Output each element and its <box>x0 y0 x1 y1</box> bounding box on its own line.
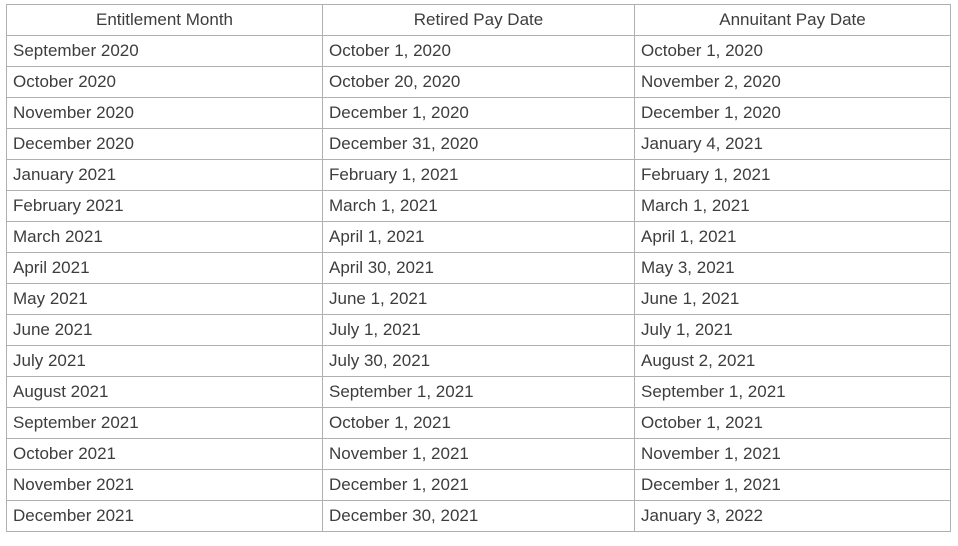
cell-retired-pay-date: October 1, 2020 <box>323 36 635 67</box>
table-row <box>7 284 951 315</box>
table-header-row <box>7 5 951 36</box>
cell-entitlement-month: January 2021 <box>7 160 323 191</box>
table-row <box>7 67 951 98</box>
table-header <box>7 5 951 36</box>
table-row <box>7 439 951 470</box>
cell-retired-pay-date: March 1, 2021 <box>323 191 635 222</box>
table-row <box>7 346 951 377</box>
table-row <box>7 36 951 67</box>
table-row <box>7 315 951 346</box>
cell-annuitant-pay-date: January 3, 2022 <box>635 501 951 532</box>
cell-retired-pay-date: April 30, 2021 <box>323 253 635 284</box>
cell-entitlement-month: November 2020 <box>7 98 323 129</box>
cell-annuitant-pay-date: January 4, 2021 <box>635 129 951 160</box>
cell-retired-pay-date: July 1, 2021 <box>323 315 635 346</box>
cell-entitlement-month: December 2021 <box>7 501 323 532</box>
cell-retired-pay-date: December 1, 2021 <box>323 470 635 501</box>
cell-annuitant-pay-date: October 1, 2021 <box>635 408 951 439</box>
cell-retired-pay-date: July 30, 2021 <box>323 346 635 377</box>
column-header-retired-pay-date: Retired Pay Date <box>323 5 635 36</box>
table-row <box>7 129 951 160</box>
cell-retired-pay-date: February 1, 2021 <box>323 160 635 191</box>
cell-annuitant-pay-date: May 3, 2021 <box>635 253 951 284</box>
cell-entitlement-month: September 2021 <box>7 408 323 439</box>
table-row <box>7 501 951 532</box>
cell-entitlement-month: October 2021 <box>7 439 323 470</box>
cell-annuitant-pay-date: October 1, 2020 <box>635 36 951 67</box>
cell-retired-pay-date: October 20, 2020 <box>323 67 635 98</box>
table-row <box>7 222 951 253</box>
cell-entitlement-month: November 2021 <box>7 470 323 501</box>
table-row <box>7 160 951 191</box>
column-header-entitlement-month: Entitlement Month <box>7 5 323 36</box>
cell-retired-pay-date: December 30, 2021 <box>323 501 635 532</box>
table-body <box>7 36 951 532</box>
cell-entitlement-month: March 2021 <box>7 222 323 253</box>
cell-annuitant-pay-date: September 1, 2021 <box>635 377 951 408</box>
table-row <box>7 98 951 129</box>
cell-annuitant-pay-date: November 1, 2021 <box>635 439 951 470</box>
cell-retired-pay-date: September 1, 2021 <box>323 377 635 408</box>
cell-entitlement-month: June 2021 <box>7 315 323 346</box>
cell-retired-pay-date: April 1, 2021 <box>323 222 635 253</box>
cell-entitlement-month: August 2021 <box>7 377 323 408</box>
cell-retired-pay-date: November 1, 2021 <box>323 439 635 470</box>
column-header-annuitant-pay-date: Annuitant Pay Date <box>635 5 951 36</box>
cell-retired-pay-date: June 1, 2021 <box>323 284 635 315</box>
cell-annuitant-pay-date: April 1, 2021 <box>635 222 951 253</box>
cell-annuitant-pay-date: February 1, 2021 <box>635 160 951 191</box>
cell-annuitant-pay-date: August 2, 2021 <box>635 346 951 377</box>
cell-retired-pay-date: December 1, 2020 <box>323 98 635 129</box>
cell-entitlement-month: October 2020 <box>7 67 323 98</box>
table-row <box>7 191 951 222</box>
cell-annuitant-pay-date: July 1, 2021 <box>635 315 951 346</box>
cell-entitlement-month: February 2021 <box>7 191 323 222</box>
cell-annuitant-pay-date: March 1, 2021 <box>635 191 951 222</box>
table-row <box>7 470 951 501</box>
table-row <box>7 377 951 408</box>
cell-annuitant-pay-date: November 2, 2020 <box>635 67 951 98</box>
cell-retired-pay-date: December 31, 2020 <box>323 129 635 160</box>
cell-annuitant-pay-date: December 1, 2020 <box>635 98 951 129</box>
cell-entitlement-month: May 2021 <box>7 284 323 315</box>
pay-schedule-table <box>6 4 951 532</box>
cell-retired-pay-date: October 1, 2021 <box>323 408 635 439</box>
table-row <box>7 408 951 439</box>
table-row <box>7 253 951 284</box>
cell-entitlement-month: April 2021 <box>7 253 323 284</box>
cell-entitlement-month: July 2021 <box>7 346 323 377</box>
cell-annuitant-pay-date: December 1, 2021 <box>635 470 951 501</box>
cell-annuitant-pay-date: June 1, 2021 <box>635 284 951 315</box>
cell-entitlement-month: September 2020 <box>7 36 323 67</box>
cell-entitlement-month: December 2020 <box>7 129 323 160</box>
